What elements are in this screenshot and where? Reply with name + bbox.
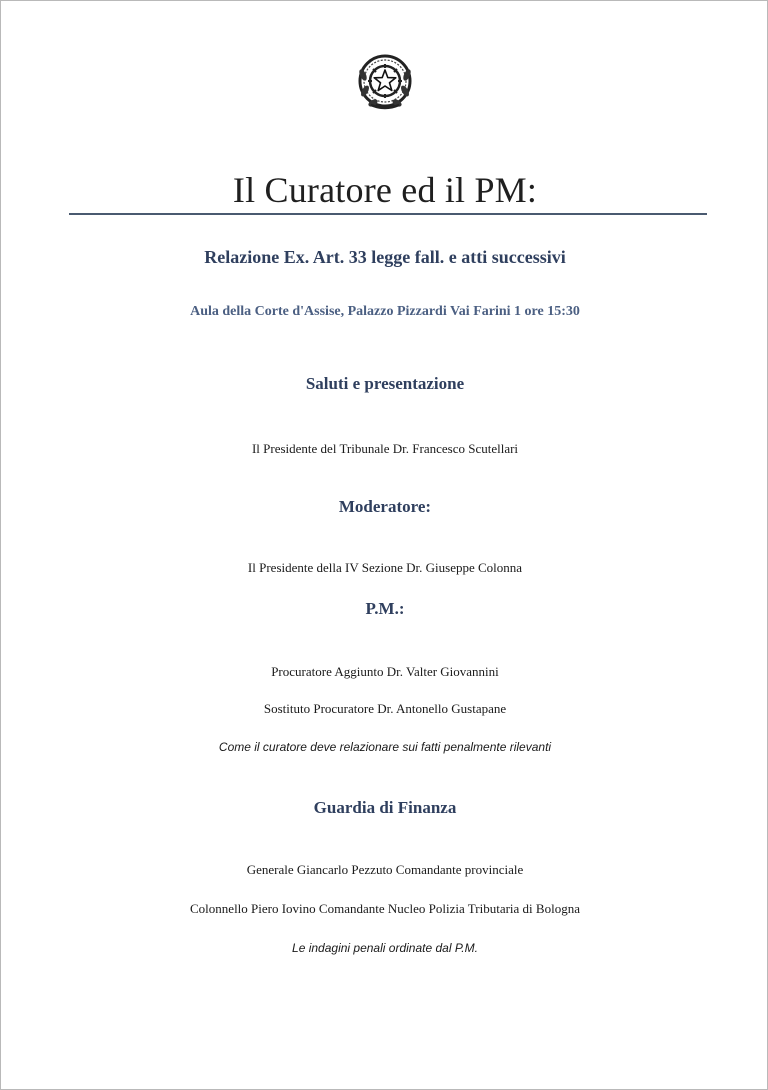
section-heading-saluti: Saluti e presentazione (305, 374, 465, 393)
speaker-gustapane: Sostituto Procuratore Dr. Antonello Gustapane (263, 701, 507, 716)
republic-emblem-icon (357, 51, 413, 111)
speaker-pezzuto: Generale Giancarlo Pezzuto Comandante provinciale (246, 862, 524, 877)
document-title: Il Curatore ed il PM: (232, 170, 538, 210)
title-divider (69, 213, 707, 215)
section-heading-moderatore: Moderatore: (338, 497, 432, 516)
document-subtitle: Relazione Ex. Art. 33 legge fall. e atti successivi (204, 247, 566, 267)
speaker-giovannini: Procuratore Aggiunto Dr. Valter Giovannini (271, 664, 499, 679)
topic-pm: Come il curatore deve relazionare sui fatti penalmente rilevanti (218, 740, 552, 754)
event-venue: Aula della Corte d'Assise, Palazzo Pizzardi Vai Farini 1 ore 15:30 (190, 304, 580, 319)
speaker-colonna: Il Presidente della IV Sezione Dr. Giuseppe Colonna (247, 560, 523, 575)
section-heading-pm: P.M.: (365, 599, 405, 618)
topic-guardia: Le indagini penali ordinate dal P.M. (292, 941, 478, 955)
section-heading-guardia: Guardia di Finanza (313, 798, 457, 817)
speaker-iovino: Colonnello Piero Iovino Comandante Nucleo Polizia Tributaria di Bologna (190, 901, 580, 916)
speaker-scutellari: Il Presidente del Tribunale Dr. Francesco Scutellari (251, 441, 519, 456)
